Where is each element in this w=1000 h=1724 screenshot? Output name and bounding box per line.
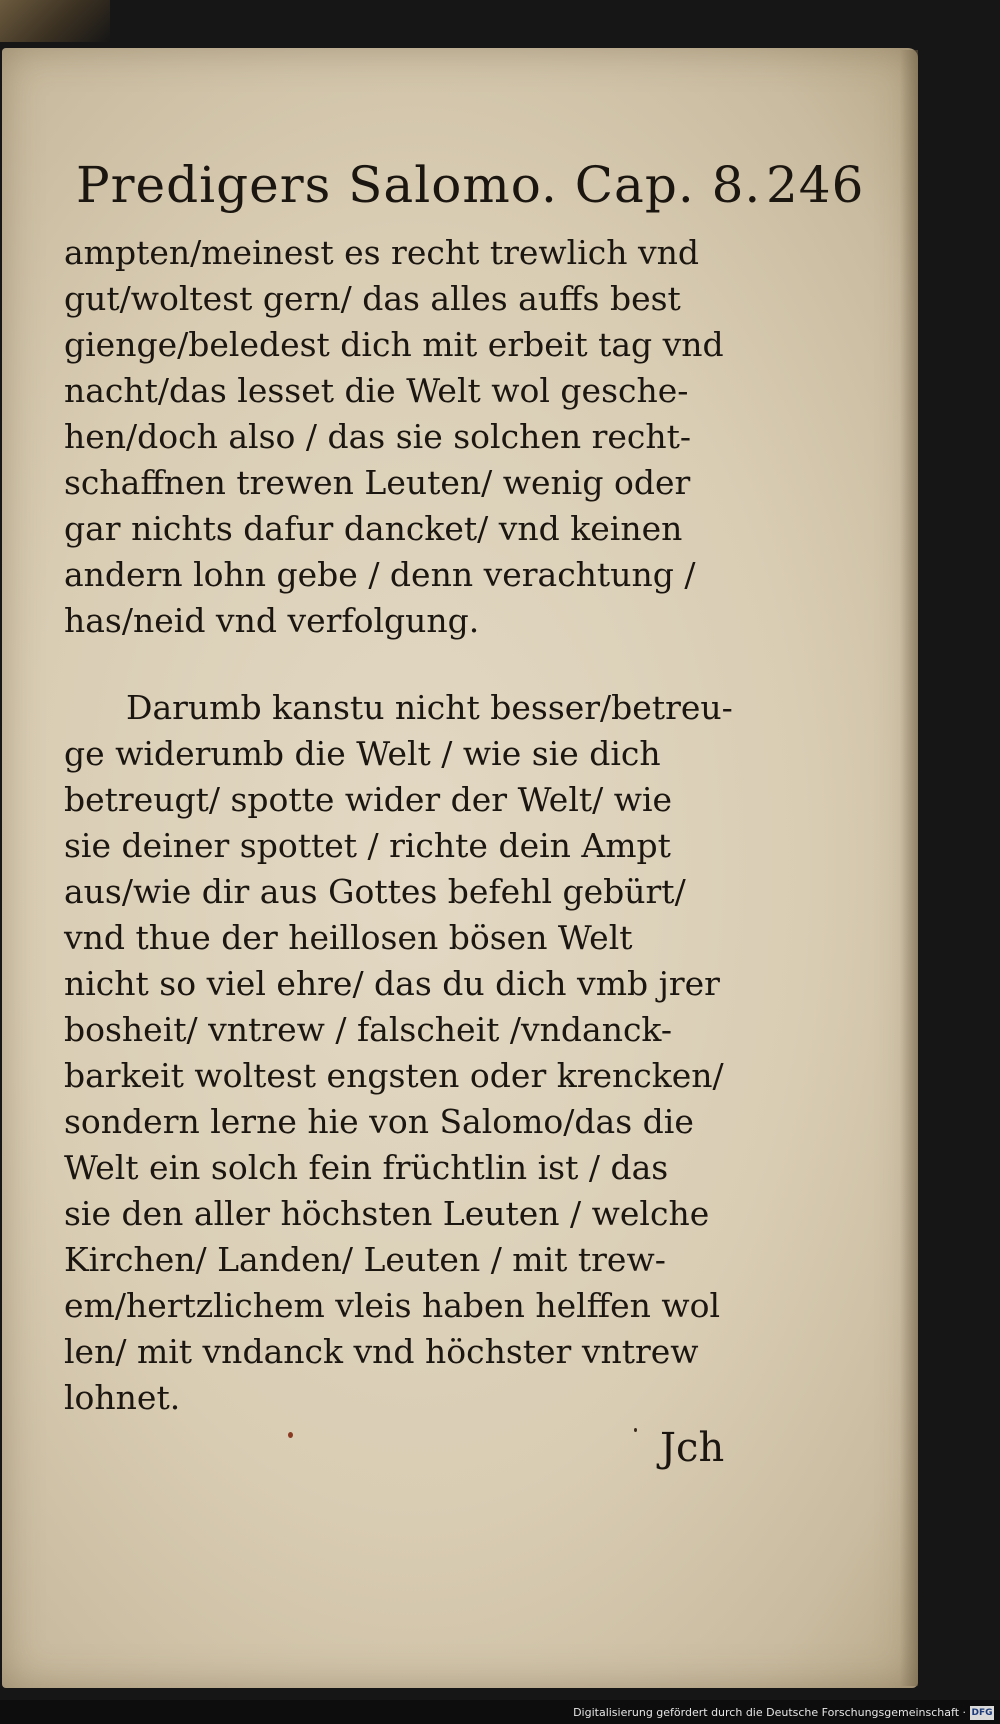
text-line: schaffnen trewen Leuten/ wenig oder xyxy=(64,463,691,502)
funding-credit: Digitalisierung gefördert durch die Deutsche Forschungsgemeinschaft · xyxy=(573,1706,966,1719)
ink-speck xyxy=(288,1432,293,1438)
text-line: ge widerumb die Welt / wie sie dich xyxy=(64,734,661,773)
dfg-logo: DFG xyxy=(971,1708,993,1718)
text-line: vnd thue der heillosen bösen Welt xyxy=(64,918,633,957)
text-line: betreugt/ spotte wider der Welt/ wie xyxy=(64,780,673,819)
text-line: gut/woltest gern/ das alles auffs best xyxy=(64,279,681,318)
text-line: ampten/meinest es recht trewlich vnd xyxy=(64,233,700,272)
text-line: em/hertzlichem vleis haben helffen wol xyxy=(64,1286,721,1325)
catchword: Jch xyxy=(660,1425,725,1471)
text-line: barkeit woltest engsten oder krencken/ xyxy=(64,1056,724,1095)
text-line: hen/doch also / das sie solchen recht- xyxy=(64,417,692,456)
text-line: andern lohn gebe / denn verachtung / xyxy=(64,555,696,594)
text-line: sie deiner spottet / richte dein Ampt xyxy=(64,826,671,865)
text-line: nicht so viel ehre/ das du dich vmb jrer xyxy=(64,964,720,1003)
adjacent-book-corner xyxy=(0,0,110,42)
paragraph-1 xyxy=(64,230,754,644)
page-number: 246 xyxy=(766,156,865,214)
paragraph-2 xyxy=(64,685,754,1421)
page-edge-shadow xyxy=(900,50,918,1686)
text-line: len/ mit vndanck vnd höchster vntrew xyxy=(64,1332,699,1371)
running-head xyxy=(76,150,865,220)
text-line: sondern lerne hie von Salomo/das die xyxy=(64,1102,694,1141)
text-line: Welt ein solch fein früchtlin ist / das xyxy=(64,1148,669,1187)
text-line: aus/wie dir aus Gottes befehl gebürt/ xyxy=(64,872,686,911)
text-line: Darumb kanstu nicht besser/betreu- xyxy=(126,688,733,727)
text-line: has/neid vnd verfolgung. xyxy=(64,601,480,640)
text-line: lohnet. xyxy=(64,1378,181,1417)
text-line: bosheit/ vntrew / falscheit /vndanck- xyxy=(64,1010,673,1049)
text-line: sie den aller höchsten Leuten / welche xyxy=(64,1194,710,1233)
text-line: gar nichts dafur dancket/ vnd keinen xyxy=(64,509,683,548)
ink-speck xyxy=(634,1428,637,1432)
running-head-title: Predigers Salomo. Cap. 8. xyxy=(76,156,762,214)
text-line: Kirchen/ Landen/ Leuten / mit trew- xyxy=(64,1240,666,1279)
text-line: gienge/beledest dich mit erbeit tag vnd xyxy=(64,325,724,364)
text-line: nacht/das lesset die Welt wol gesche- xyxy=(64,371,689,410)
